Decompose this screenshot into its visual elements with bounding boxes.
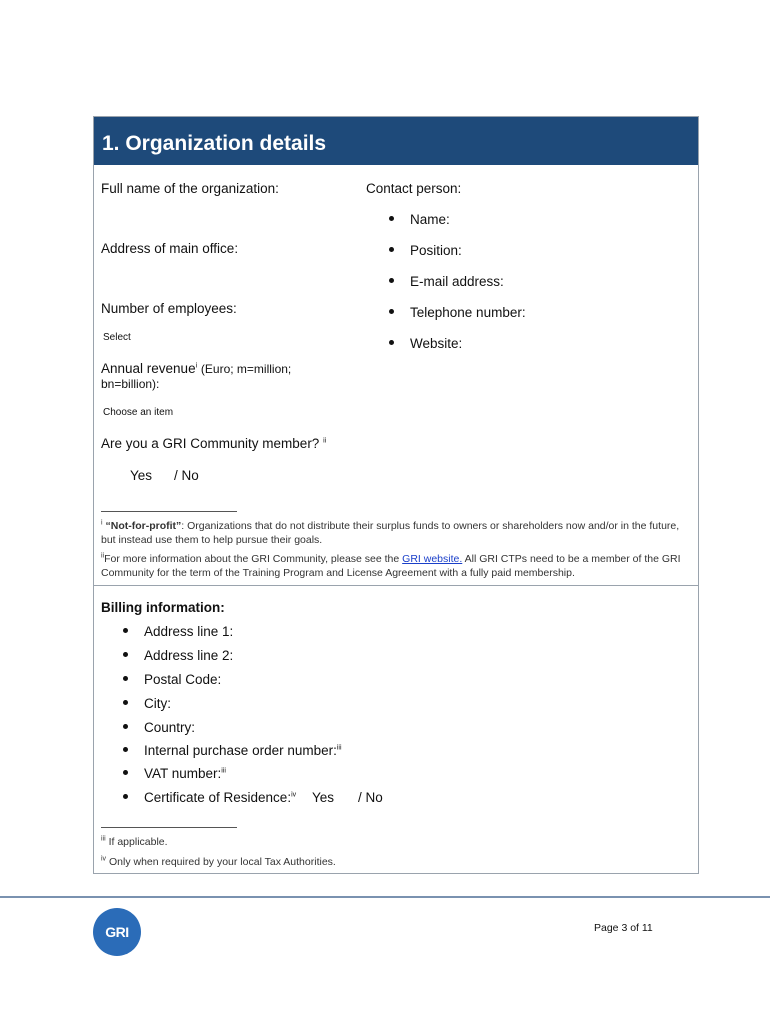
certificate-no-option[interactable]: / No	[358, 790, 383, 805]
organization-details-form	[93, 116, 699, 874]
section-divider	[94, 585, 698, 586]
page-number: Page 3 of 11	[594, 922, 653, 934]
contact-person-label: Contact person:	[366, 181, 462, 196]
billing-title: Billing information:	[101, 600, 225, 615]
billing-certificate-residence: Certificate of Residence:$^{iv}$	[123, 790, 296, 806]
footnote-tax-authorities: $^{iv}$ Only when required by your local Tax Authorities.	[101, 855, 336, 868]
billing-address-line-1: Address line 1:	[123, 624, 233, 640]
footer-line	[0, 896, 770, 898]
full-name-label: Full name of the organization:	[101, 181, 279, 196]
billing-city: City:	[123, 696, 171, 712]
footnote-rule	[101, 511, 237, 512]
member-label: Are you a GRI Community member? $^{ii}$	[101, 436, 327, 451]
member-no-option[interactable]: / No	[174, 468, 199, 483]
contact-phone-item: Telephone number:	[389, 305, 526, 321]
footnote-if-applicable: $^{iii}$ If applicable.	[101, 835, 168, 848]
billing-postal-code: Postal Code:	[123, 672, 221, 688]
employees-select[interactable]: Select	[103, 332, 131, 343]
revenue-select[interactable]: Choose an item	[103, 407, 174, 418]
contact-email-item: E-mail address:	[389, 274, 504, 290]
contact-website-item: Website:	[389, 336, 462, 352]
gri-logo: GRI	[93, 908, 141, 956]
revenue-label: Annual revenue$^i$ (Euro; m=million;	[101, 361, 292, 376]
footnote-rule-2	[101, 827, 237, 828]
employees-label: Number of employees:	[101, 301, 237, 316]
footnote-not-for-profit: $^i$ “Not-for-profit”: Organizations that do not distribute their surplus funds to owners or shareholders now and/or in the future, but instead use them to help pursue their goals.	[101, 519, 680, 546]
section-header	[94, 117, 698, 165]
contact-position-item: Position:	[389, 243, 462, 259]
section-title: 1. Organization details	[102, 132, 327, 155]
address-label: Address of main office:	[101, 241, 239, 256]
billing-vat-number: VAT number:$^{iii}$	[123, 766, 226, 782]
billing-country: Country:	[123, 720, 195, 736]
footnote-gri-community: $^{ii}$For more information about the GRI Community, please see the GRI website. All GRI CTPs need to be a member of the GRI Community for the term of the Training Program and License Agreement with a fully paid membership.	[101, 552, 681, 579]
contact-name-item: Name:	[389, 212, 450, 228]
member-yes-option[interactable]: Yes	[130, 468, 153, 483]
certificate-yes-option[interactable]: Yes	[312, 790, 335, 805]
revenue-units: bn=billion):	[101, 377, 160, 391]
billing-po-number: Internal purchase order number:$^{iii}$	[123, 743, 342, 759]
gri-website-link[interactable]: GRI website.	[402, 553, 463, 565]
billing-address-line-2: Address line 2:	[123, 648, 233, 664]
